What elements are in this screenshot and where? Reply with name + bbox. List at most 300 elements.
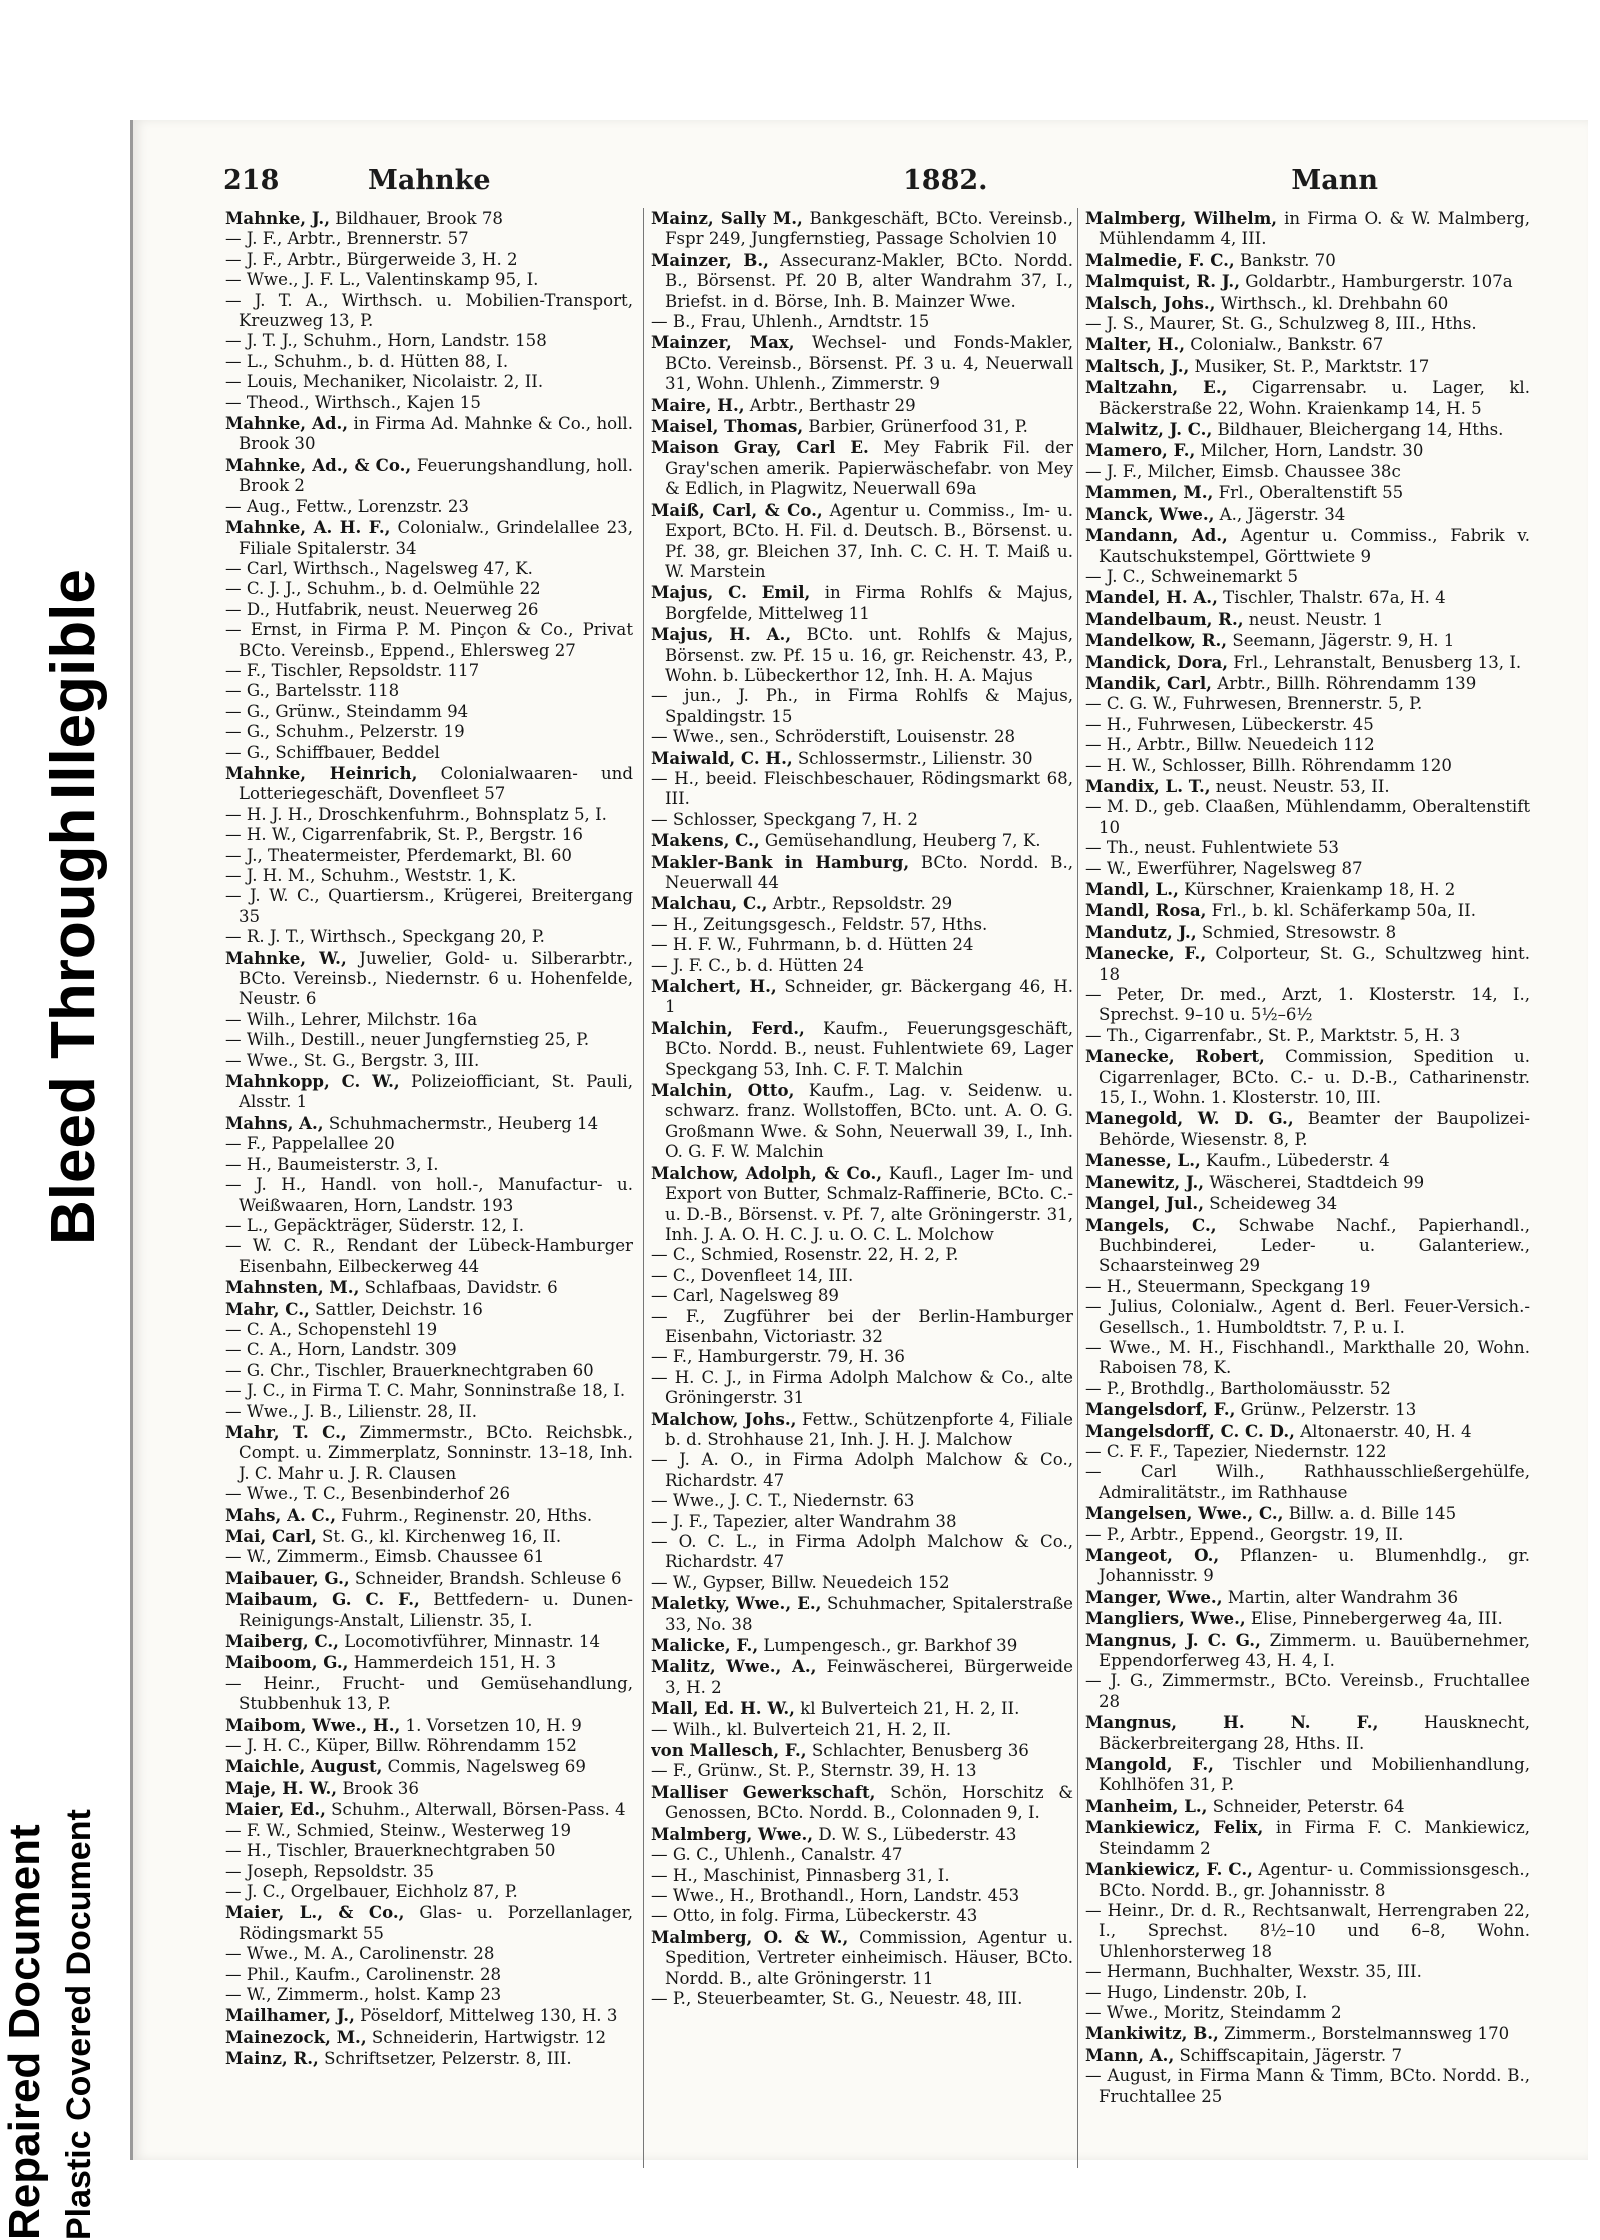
entry-details: neust. Neustr. 1: [1243, 609, 1384, 629]
entry-details: — F., Tischler, Repsoldstr. 117: [225, 660, 480, 680]
entry-details: — H. W., Cigarrenfabrik, St. P., Bergstr. 16: [225, 825, 583, 845]
entry-details: A., Jägerstr. 34: [1214, 504, 1346, 524]
directory-entry: [225, 1422, 633, 1484]
directory-entry: [651, 915, 1073, 935]
entry-name: Mandelbaum, R.,: [1085, 608, 1244, 629]
entry-details: Frl., Lehranstalt, Benusberg 13, I.: [1227, 652, 1522, 672]
directory-entry: [225, 1030, 633, 1050]
entry-details: Fuhrm., Reginenstr. 20, Hths.: [335, 1505, 593, 1525]
entry-name: Manegold, W. D. G.,: [1085, 1108, 1294, 1129]
entry-details: — Hermann, Buchhalter, Wexstr. 35, III.: [1085, 1962, 1422, 1982]
entry-details: — Peter, Dr. med., Arzt, 1. Klosterstr. 14, I., Sprechst. 9–10 u. 5½–6½: [1085, 985, 1530, 1025]
entry-name: Mankiewicz, F. C.,: [1085, 1859, 1253, 1880]
directory-entry: [651, 1782, 1073, 1824]
directory-entry: [651, 208, 1073, 250]
directory-entry: [651, 416, 1073, 437]
directory-entry: [225, 1547, 633, 1567]
entry-details: — Julius, Colonialw., Agent d. Berl. Feuer-Versich.-Gesellsch., 1. Humboldtstr. 7, P. u. I.: [1085, 1297, 1530, 1337]
entry-details: Wirthsch., kl. Drehbahn 60: [1215, 293, 1449, 313]
entry-details: Hammerdeich 151, H. 3: [348, 1653, 557, 1673]
directory-entry: [225, 455, 633, 497]
entry-details: — Wwe., T. C., Besenbinderhof 26: [225, 1484, 511, 1504]
entry-details: Kürschner, Kraienkamp 18, H. 2: [1178, 880, 1456, 899]
entry-details: Milcher, Horn, Landstr. 30: [1195, 441, 1424, 461]
entry-name: Mandl, Rosa,: [1085, 900, 1207, 921]
entry-details: — J. C., Schweinemarkt 5: [1085, 566, 1299, 586]
entry-details: Schriftsetzer, Pelzerstr. 8, III.: [318, 2049, 572, 2069]
entry-details: Glas- u. Porzellanlager, Rödingsmarkt 55: [239, 1903, 633, 1943]
entry-details: — C. A., Horn, Landstr. 309: [225, 1340, 457, 1360]
directory-entry: [1085, 1712, 1530, 1754]
entry-details: — P., Arbtr., Eppend., Georgstr. 19, II.: [1085, 1524, 1404, 1544]
entry-details: — F., Pappelallee 20: [225, 1134, 395, 1154]
directory-entry: [225, 1715, 633, 1736]
entry-details: Lumpengesch., gr. Barkhof 39: [758, 1636, 1018, 1656]
entry-details: — C. A., Schopenstehl 19: [225, 1319, 438, 1339]
directory-entry: [651, 893, 1073, 914]
directory-entry: [1085, 1817, 1530, 1859]
entry-name: Mainz, R.,: [225, 2048, 319, 2069]
entry-details: Wechsel- und Fonds-Makler, BCto. Vereinsb., Börsenst. Pf. 3 u. 4, Neuerwall 31, Wohn. Uhlenh., Zimmerstr. 9: [665, 333, 1073, 394]
directory-entry: [1085, 715, 1530, 735]
directory-entry: [651, 810, 1073, 830]
directory-entry: [225, 229, 633, 249]
entry-details: — Wwe., M. A., Carolinenstr. 28: [225, 1944, 495, 1964]
directory-entry: [225, 1568, 633, 1589]
entry-details: Agentur u. Commiss., Im- u. Export, BCto. H. Fil. d. Deutsch. B., Börsenst. u. Pf. 38, gr. Bleichen 37, Inh. C. C. H. T. Maiß u. W. Marstein: [665, 500, 1073, 581]
entry-name: Manger, Wwe.,: [1085, 1586, 1223, 1607]
entry-name: Maisel, Thomas,: [651, 416, 804, 437]
entry-details: — J. F., Arbtr., Bürgerweide 3, H. 2: [225, 249, 518, 269]
entry-details: Wäscherei, Stadtdeich 99: [1204, 1172, 1425, 1192]
directory-entry: [225, 1862, 633, 1882]
entry-name: Malwitz, J. C.,: [1085, 419, 1213, 440]
directory-entry: [651, 1307, 1073, 1348]
entry-name: Malchow, Adolph, & Co.,: [651, 1162, 883, 1183]
entry-details: Hausknecht, Bäckerbreitergang 28, Hths. II.: [1099, 1713, 1530, 1753]
directory-entry: [225, 1965, 633, 1985]
entry-details: Agentur u. Commiss., Fabrik v. Kautschukstempel, Görttwiete 9: [1099, 526, 1530, 566]
entry-name: Malitz, Wwe., A.,: [651, 1656, 817, 1677]
entry-name: Maiboom, G.,: [225, 1652, 349, 1673]
directory-entry: [1085, 504, 1530, 525]
entry-details: Schlossermstr., Lilienstr. 30: [792, 748, 1033, 768]
entry-details: — H. W., Schlosser, Billh. Röhrendamm 120: [1085, 755, 1452, 775]
entry-details: — W., Ewerführer, Nagelsweg 87: [1085, 858, 1363, 878]
directory-entry: [651, 1886, 1073, 1906]
entry-details: — F., Hamburgerstr. 79, H. 36: [651, 1347, 905, 1367]
entry-details: Arbtr., Berthastr 29: [744, 395, 916, 415]
entry-details: neust. Neustr. 53, II.: [1210, 776, 1390, 796]
entry-details: Bildhauer, Brook 78: [329, 209, 503, 228]
directory-entry: [651, 748, 1073, 769]
entry-name: Maiberg, C.,: [225, 1631, 339, 1652]
entry-name: Mahns, A.,: [225, 1112, 324, 1133]
directory-entry: [225, 1985, 633, 2005]
directory-entry: [225, 846, 633, 866]
directory-entry: [1085, 1026, 1530, 1046]
directory-entry: [225, 1589, 633, 1631]
directory-entry: [225, 2027, 633, 2048]
entry-details: Zimmerm., Borstelmannsweg 170: [1218, 2024, 1510, 2044]
entry-details: Commission, Agentur u. Spedition, Vertreter einheimisch. Häuser, BCto. Nordd. B., alte Gröningerstr. 11: [665, 1927, 1073, 1988]
directory-entry: [225, 291, 633, 332]
entry-details: — C. G. W., Fuhrwesen, Brennerstr. 5, P.: [1085, 694, 1423, 714]
entry-name: Mandel, H. A.,: [1085, 587, 1218, 608]
entry-details: Kaufm., Lübederstr. 4: [1200, 1151, 1390, 1171]
entry-details: — Wwe., Moritz, Steindamm 2: [1085, 2002, 1342, 2022]
entry-details: Schlafbaas, Davidstr. 6: [359, 1278, 558, 1298]
entry-details: — J. C., Orgelbauer, Eichholz 87, P.: [225, 1881, 518, 1901]
directory-entry: [1085, 334, 1530, 355]
entry-details: — H., beeid. Fleischbeschauer, Rödingsmarkt 68, III.: [651, 768, 1073, 809]
directory-entry: [1085, 1796, 1530, 1817]
entry-details: — Wilh., Lehrer, Milchstr. 16a: [225, 1009, 478, 1029]
entry-details: Feinwäscherei, Bürgerweide 3, H. 2: [665, 1657, 1073, 1697]
entry-details: — J. W. C., Quartiersm., Krügerei, Breitergang 35: [225, 886, 633, 926]
directory-entry: [225, 1736, 633, 1756]
entry-details: Cigarrensabr. u. Lager, kl. Bäckerstraße 22, Wohn. Kraienkamp 14, H. 5: [1099, 378, 1530, 418]
entry-details: — G., Schuhm., Pelzerstr. 19: [225, 722, 465, 742]
entry-name: Malchow, Johs.,: [651, 1408, 797, 1429]
directory-entry: [1085, 900, 1530, 921]
entry-details: — J. T. J., Schuhm., Horn, Landstr. 158: [225, 331, 547, 351]
directory-entry: [1085, 1462, 1530, 1503]
entry-details: Frl., b. kl. Schäferkamp 50a, II.: [1206, 901, 1476, 921]
entry-name: Malmberg, Wwe.,: [651, 1823, 814, 1844]
column-2: [651, 208, 1073, 2148]
entry-details: Elise, Pinnebergerweg 4a, III.: [1245, 1609, 1503, 1629]
entry-details: — J., Theatermeister, Pferdemarkt, Bl. 60: [225, 845, 572, 865]
entry-details: Schuhmachermstr., Heuberg 14: [323, 1113, 599, 1133]
directory-entry: [651, 1927, 1073, 1989]
entry-name: Manck, Wwe.,: [1085, 503, 1215, 524]
entry-details: — Wilh., kl. Bulverteich 21, H. 2, II.: [651, 1719, 952, 1739]
entry-details: — H., Arbtr., Billw. Neuedeich 112: [1085, 735, 1375, 755]
directory-entry: [1085, 609, 1530, 630]
entry-name: Maltsch, J.,: [1085, 355, 1190, 376]
directory-entry: [225, 1882, 633, 1902]
directory-entry: [225, 681, 633, 701]
entry-name: Mahnsten, M.,: [225, 1277, 360, 1298]
directory-entry: [651, 976, 1073, 1018]
entry-details: Billw. a. d. Bille 145: [1283, 1504, 1457, 1524]
directory-entry: [651, 1824, 1073, 1845]
directory-entry: [651, 1512, 1073, 1532]
entry-details: Brook 36: [337, 1778, 419, 1798]
entry-details: — F. W., Schmied, Steinw., Westerweg 19: [225, 1820, 572, 1840]
entry-details: — Heinr., Dr. d. R., Rechtsanwalt, Herrengraben 22, I., Sprechst. 8½–10 und 6–8, Wohn. Uhlenhorsterweg 18: [1085, 1900, 1530, 1961]
directory-entry: [1085, 356, 1530, 377]
entry-name: Majus, C. Emil,: [651, 582, 811, 603]
directory-entry: [651, 250, 1073, 312]
entry-name: Manesse, L.,: [1085, 1150, 1201, 1171]
entry-name: Maier, Ed.,: [225, 1799, 326, 1820]
directory-entry: [1085, 462, 1530, 482]
entry-name: Malicke, F.,: [651, 1635, 759, 1656]
directory-entry: [225, 1134, 633, 1154]
directory-entry: [651, 1656, 1073, 1698]
entry-name: Maiß, Carl, & Co.,: [651, 499, 823, 520]
directory-entry: [225, 948, 633, 1010]
entry-details: — J. A. O., in Firma Adolph Malchow & Co., Richardstr. 47: [651, 1450, 1073, 1490]
directory-entry: [1085, 1630, 1530, 1672]
entry-details: Schlachter, Benusberg 36: [806, 1741, 1029, 1761]
directory-entry: [1085, 567, 1530, 587]
entry-name: Mangeot, O.,: [1085, 1545, 1220, 1565]
entry-name: Mandl, L.,: [1085, 879, 1179, 899]
directory-entry: [1085, 1297, 1530, 1338]
directory-entry: [225, 1320, 633, 1340]
entry-details: Grünw., Pelzerstr. 13: [1235, 1400, 1417, 1420]
entry-name: Mammen, M.,: [1085, 482, 1214, 503]
directory-entry: [651, 500, 1073, 583]
directory-entry: [225, 1010, 633, 1030]
directory-entry: [651, 1450, 1073, 1491]
entry-name: Mandelkow, R.,: [1085, 630, 1228, 651]
entry-details: Gemüsehandlung, Heuberg 7, K.: [759, 831, 1041, 851]
directory-entry: [651, 935, 1073, 955]
repaired-document-label: Repaired Document: [0, 1824, 49, 2240]
directory-entry: [225, 1113, 633, 1134]
entry-details: — J. S., Maurer, St. G., Schulzweg 8, III., Hths.: [1085, 314, 1477, 334]
entry-details: — Hugo, Lindenstr. 20b, I.: [1085, 1982, 1308, 2002]
entry-name: Mandutz, J.,: [1085, 921, 1197, 942]
entry-name: Mandann, Ad.,: [1085, 525, 1228, 546]
entry-details: — Carl Wilh., Rathhausschließergehülfe, Admiralitätstr., im Rathhause: [1085, 1462, 1530, 1502]
directory-entry: [225, 270, 633, 290]
directory-entry: [225, 1299, 633, 1320]
entry-details: Musiker, St. P., Marktstr. 17: [1189, 356, 1430, 376]
directory-entry: [1085, 838, 1530, 858]
entry-details: — W. C. R., Rendant der Lübeck-Hamburger Eisenbahn, Eilbeckerweg 44: [225, 1236, 633, 1276]
directory-entry: [225, 927, 633, 947]
directory-entry: [651, 1409, 1073, 1451]
entry-name: von Mallesch, F.,: [651, 1740, 807, 1761]
entry-details: Frl., Oberaltenstift 55: [1213, 483, 1404, 503]
entry-name: Maletky, Wwe., E.,: [651, 1593, 822, 1614]
directory-entry: [651, 769, 1073, 810]
entry-details: — W., Gypser, Billw. Neuedeich 152: [651, 1572, 950, 1592]
directory-entry: [651, 830, 1073, 851]
directory-entry: [1085, 1671, 1530, 1712]
directory-entry: [651, 312, 1073, 332]
entry-details: Kaufm., Feuerungsgeschäft, BCto. Nordd. B., neust. Fuhlentwiete 69, Lager Speckgang 53, Inh. C. F. T. Malchin: [665, 1018, 1073, 1079]
directory-entry: [1085, 1399, 1530, 1420]
entry-name: Mahr, T. C.,: [225, 1421, 347, 1442]
right-running-head: Mann: [1291, 165, 1378, 196]
entry-details: Schmied, Stresowstr. 8: [1196, 922, 1397, 942]
entry-name: Malchert, H.,: [651, 976, 777, 997]
directory-entry: [1085, 1545, 1530, 1587]
entry-details: Seemann, Jägerstr. 9, H. 1: [1227, 631, 1455, 651]
directory-entry: [225, 1381, 633, 1401]
entry-name: Maichle, August,: [225, 1756, 383, 1777]
directory-entry: [225, 559, 633, 579]
directory-entry: [225, 393, 633, 413]
entry-details: Schneiderin, Hartwigstr. 12: [366, 2027, 607, 2047]
entry-name: Mainezock, M.,: [225, 2026, 367, 2047]
entry-details: — L., Schuhm., b. d. Hütten 88, I.: [225, 351, 509, 371]
entry-details: — H., Fuhrwesen, Lübeckerstr. 45: [1085, 714, 1374, 734]
entry-name: Manecke, Robert,: [1085, 1046, 1265, 1067]
directory-entry: [225, 866, 633, 886]
directory-entry: [651, 437, 1073, 499]
entry-name: Makens, C.,: [651, 830, 760, 851]
entry-details: — Wwe., H., Brothandl., Horn, Landstr. 453: [651, 1885, 1020, 1905]
entry-details: — H. F. W., Fuhrmann, b. d. Hütten 24: [651, 935, 974, 955]
directory-entry: [651, 1740, 1073, 1761]
directory-entry: [225, 1821, 633, 1841]
directory-entry: [225, 497, 633, 517]
directory-entry: [651, 727, 1073, 747]
entry-details: in Firma F. C. Mankiewicz, Steindamm 2: [1099, 1818, 1530, 1858]
entry-details: — Wwe., M. H., Fischhandl., Markthalle 20, Wohn. Raboisen 78, K.: [1085, 1337, 1530, 1378]
directory-entry: [651, 1491, 1073, 1511]
directory-entry: [225, 1175, 633, 1216]
entry-details: — Heinr., Frucht- und Gemüsehandlung, Stubbenhuk 13, P.: [225, 1673, 633, 1714]
entry-name: Mangels, C.,: [1085, 1214, 1217, 1235]
bleed-through-label: Bleed Through: [39, 807, 108, 1245]
entry-name: Mankiewicz, Felix,: [1085, 1817, 1264, 1838]
directory-entry: [1085, 1962, 1530, 1982]
directory-entry: [1085, 1379, 1530, 1399]
directory-entry: [225, 743, 633, 763]
directory-entry: [1085, 943, 1530, 985]
entry-details: Colporteur, St. G., Schultzweg hint. 18: [1099, 944, 1530, 984]
entry-name: Mandix, L. T.,: [1085, 775, 1211, 796]
entry-details: — C. J. J., Schuhm., b. d. Oelmühle 22: [225, 579, 541, 599]
entry-details: Bankstr. 70: [1234, 250, 1336, 270]
directory-entry: [225, 702, 633, 722]
entry-details: — O. C. L., in Firma Adolph Malchow & Co., Richardstr. 47: [651, 1532, 1073, 1572]
directory-entry: [225, 2048, 633, 2069]
directory-entry: [1085, 1421, 1530, 1442]
entry-details: — H. C. J., in Firma Adolph Malchow & Co., alte Gröningerstr. 31: [651, 1367, 1073, 1408]
directory-entry: [1085, 756, 1530, 776]
entry-details: Schiffscapitain, Jägerstr. 7: [1174, 2045, 1403, 2065]
entry-name: Malchin, Otto,: [651, 1080, 795, 1101]
entry-name: Mandick, Dora,: [1085, 651, 1228, 672]
entry-name: Mainzer, Max,: [651, 332, 795, 353]
entry-name: Manheim, L.,: [1085, 1795, 1208, 1816]
directory-entry: [1085, 1277, 1530, 1297]
directory-entry: [225, 579, 633, 599]
directory-entry: [225, 620, 633, 661]
entry-details: Pöseldorf, Mittelweg 130, H. 3: [354, 2006, 618, 2026]
entry-details: — H., Maschinist, Pinnasberg 31, I.: [651, 1865, 950, 1885]
entry-name: Mahnke, Ad., & Co.,: [225, 454, 412, 475]
entry-details: — C. F. F., Tapezier, Niedernstr. 122: [1085, 1441, 1387, 1461]
directory-entry: [651, 1368, 1073, 1409]
directory-entry: [1085, 1503, 1530, 1524]
entry-details: — H., Tischler, Brauerknechtgraben 50: [225, 1841, 556, 1861]
entry-details: — J. C., in Firma T. C. Mahr, Sonninstraße 18, I.: [225, 1381, 626, 1401]
directory-entry: [1085, 2023, 1530, 2044]
entry-details: — C., Dovenfleet 14, III.: [651, 1265, 854, 1285]
directory-entry: [1085, 735, 1530, 755]
directory-entry: [1085, 859, 1530, 879]
entry-details: Barbier, Grünerfood 31, P.: [803, 417, 1028, 437]
entry-details: Schneider, Brandsh. Schleuse 6: [349, 1568, 622, 1588]
directory-entry: [225, 1155, 633, 1175]
directory-entry: [1085, 1215, 1530, 1277]
directory-entry: [651, 852, 1073, 894]
entry-name: Malmberg, O. & W.,: [651, 1926, 849, 1947]
directory-entry: [225, 1216, 633, 1236]
directory-entry: [225, 331, 633, 351]
directory-entry: [1085, 419, 1530, 440]
entry-details: Schneider, Peterstr. 64: [1207, 1796, 1405, 1816]
directory-entry: [651, 1347, 1073, 1367]
entry-details: Beamter der Baupolizei-Behörde, Wiesenstr. 8, P.: [1099, 1109, 1530, 1149]
entry-name: Maison Gray, Carl E.: [651, 437, 869, 458]
directory-entry: [1085, 271, 1530, 292]
directory-entry: [1085, 1525, 1530, 1545]
entry-name: Maje, H. W.,: [225, 1777, 338, 1798]
entry-name: Malmberg, Wilhelm,: [1085, 208, 1278, 228]
entry-details: — Schlosser, Speckgang 7, H. 2: [651, 809, 918, 829]
entry-name: Mahnke, A. H. F.,: [225, 517, 391, 538]
entry-details: — P., Brothdlg., Bartholomäusstr. 52: [1085, 1378, 1391, 1398]
directory-entry: [225, 886, 633, 927]
entry-details: Tischler, Thalstr. 67a, H. 4: [1217, 588, 1446, 608]
directory-entry: [1085, 377, 1530, 419]
entry-details: — Wwe., J. C. T., Niedernstr. 63: [651, 1491, 915, 1511]
directory-entry: [225, 1277, 633, 1298]
entry-details: D. W. S., Lübederstr. 43: [813, 1824, 1017, 1844]
directory-entry: [1085, 293, 1530, 314]
entry-details: — Wwe., J. F. L., Valentinskamp 95, I.: [225, 270, 539, 290]
directory-entry: [1085, 1901, 1530, 1962]
entry-details: — B., Frau, Uhlenh., Arndtstr. 15: [651, 312, 930, 332]
directory-entry: [225, 413, 633, 455]
directory-entry: [1085, 525, 1530, 567]
entry-name: Mai, Carl,: [225, 1526, 317, 1546]
directory-entry: [225, 1071, 633, 1113]
directory-entry: [1085, 440, 1530, 461]
directory-entry: [1085, 587, 1530, 608]
entry-name: Malsch, Johs.,: [1085, 292, 1216, 313]
entry-details: in Firma Rohlfs & Majus, Borgfelde, Mittelweg 11: [665, 583, 1073, 623]
directory-entry: [225, 1340, 633, 1360]
entry-details: 1. Vorsetzen 10, H. 9: [400, 1715, 582, 1735]
entry-details: Colonialw., Grindelallee 23, Filiale Spitalerstr. 34: [239, 518, 633, 558]
entry-details: Schön, Horschitz & Genossen, BCto. Nordd. B., Colonnaden 9, I.: [665, 1782, 1073, 1823]
entry-details: Agentur- u. Commissionsgesch., BCto. Nordd. B., gr. Johannisstr. 8: [1099, 1860, 1530, 1900]
directory-entry: [1085, 652, 1530, 673]
directory-entry: [651, 1593, 1073, 1635]
entry-name: Malmquist, R. J.,: [1085, 271, 1240, 292]
entry-details: — J. H. M., Schuhm., Weststr. 1, K.: [225, 866, 517, 885]
entry-details: Arbtr., Repsoldstr. 29: [767, 894, 953, 914]
directory-entry: [651, 1573, 1073, 1593]
directory-entry: [1085, 1983, 1530, 2003]
entry-name: Mahnkopp, C. W.,: [225, 1071, 400, 1092]
entry-details: BCto. Nordd. B., Neuerwall 44: [665, 852, 1073, 892]
entry-details: — G., Schiffbauer, Beddel: [225, 742, 440, 762]
entry-details: — W., Zimmerm., holst. Kamp 23: [225, 1984, 502, 2004]
directory-entry: [225, 1652, 633, 1673]
column-divider: [1077, 208, 1078, 2168]
entry-details: — Th., neust. Fuhlentwiete 53: [1085, 838, 1339, 858]
entry-details: — M. D., geb. Claaßen, Mühlendamm, Oberaltenstift 10: [1085, 797, 1530, 837]
entry-details: — Otto, in folg. Firma, Lübeckerstr. 43: [651, 1906, 978, 1926]
entry-details: — Carl, Wirthsch., Nagelsweg 47, K.: [225, 558, 533, 578]
directory-entry: [1085, 797, 1530, 838]
entry-name: Maibom, Wwe., H.,: [225, 1714, 401, 1735]
directory-entry: [651, 1245, 1073, 1265]
